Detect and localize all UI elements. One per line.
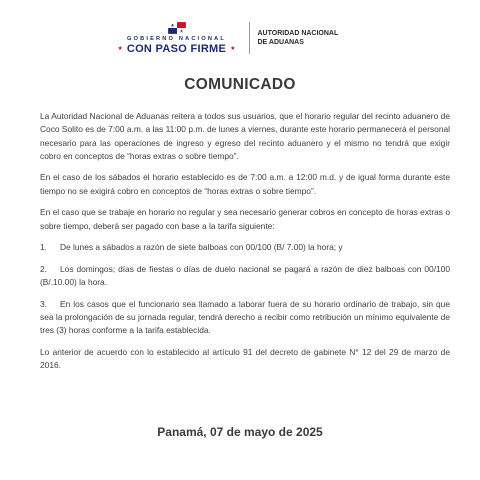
authority-line-2: DE ADUANAS — [257, 39, 304, 46]
list-item — [40, 298, 450, 338]
paragraph: En el caso que se trabaje en horario no regular y sea necesario generar cobros en concepto de horas extras o sobre tiempo, deberá ser pagado con base a la tarifa siguiente: — [40, 207, 450, 231]
list-item-text: En los casos que el funcionario sea llamado a laborar fuera de su horario ordinario de trabajo, sin que sea la prolongación de su jornada regular, tendrá derecho a recibir como retribución un mínimo equivalente de tres (3) horas conforme a la tarifa establecida. — [40, 298, 450, 336]
paragraph: La Autoridad Nacional de Aduanas reitera a todos sus usuarios, que el horario regular del recinto aduanero de Coco Solito es de 7:00 a.m. a las 11:00 p.m. de lunes a viernes, durante este horario permanecerá el personal necesario para las operaciones de ingreso y egreso del recinto aduanero y el mismo no tendrá que exigir cobro en conceptos de “horas extras o sobre tiempo”. — [40, 111, 450, 161]
list-item-number: 2. — [40, 263, 47, 274]
gov-slogan: CON PASO FIRME — [126, 42, 227, 55]
authority-logo-text — [258, 29, 368, 47]
date-footer: Panamá, 07 de mayo de 2025 — [157, 425, 323, 439]
header — [0, 18, 480, 58]
list-item-number: 3. — [40, 298, 47, 309]
closing-paragraph: Lo anterior de acuerdo con lo establecido al artículo 91 del decreto de gabinete N° 12 del 29 de marzo de 2016. — [40, 346, 450, 371]
communique-body — [40, 110, 450, 381]
list-item-text: De lunes a sábados a razón de siete balboas con 00/100 (B/ 7.00) la hora; y — [60, 242, 343, 253]
star-icon: ★ — [230, 46, 236, 52]
panama-flag-icon — [168, 22, 186, 34]
list-item-number: 1. — [40, 242, 47, 253]
header-divider — [249, 22, 250, 54]
list-item — [40, 263, 450, 290]
paragraph: En el caso de los sábados el horario establecido es de 7:00 a.m. a 12:00 m.d. y de igual forma durante este tiempo no se exigirá cobro en conceptos de “horas extras o sobre tiempo”. — [40, 172, 450, 196]
authority-line-1: AUTORIDAD NACIONAL — [257, 30, 339, 37]
gov-slogan-row — [117, 43, 235, 55]
star-icon: ★ — [117, 46, 123, 52]
list-item — [40, 241, 450, 254]
list-item-text: Los domingos; días de fiestas o días de duelo nacional se pagará a razón de diez balboas con 00/100 (B/.10.00) la hora. — [40, 263, 450, 288]
page-title: COMUNICADO — [184, 76, 296, 93]
gov-top-text: GOBIERNO NACIONAL — [127, 35, 226, 42]
government-logo — [113, 22, 241, 55]
